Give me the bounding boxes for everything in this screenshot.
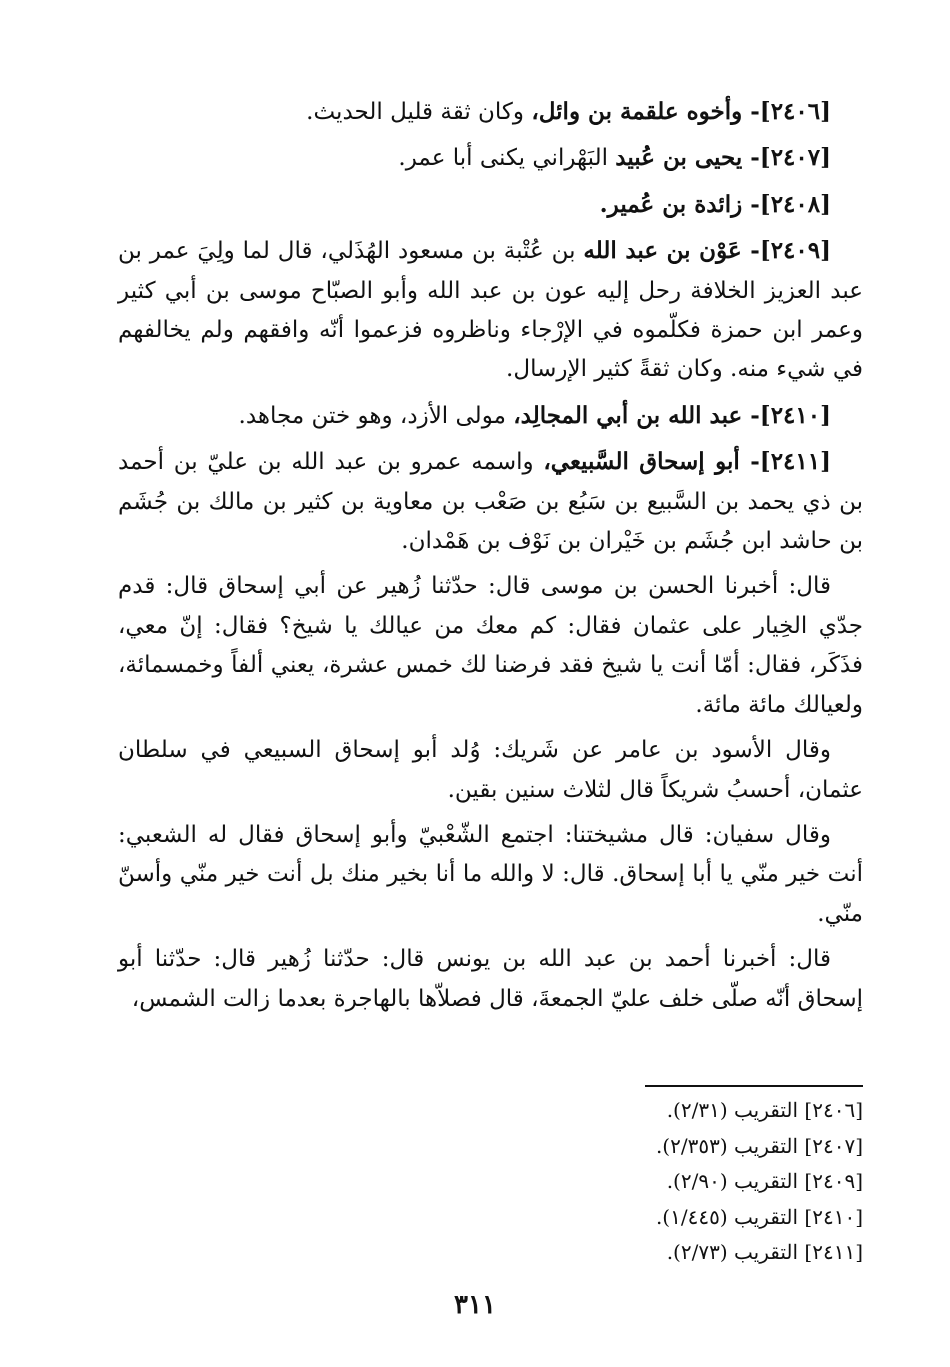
entry-name: - عَوْن بن عبد الله [583, 237, 760, 265]
entry-number: [٢٤٠٦] [759, 98, 831, 125]
page-number: ٣١١ [454, 1290, 496, 1320]
footnotes [560, 1093, 863, 1271]
entry-number: [٢٤٠٧] [759, 144, 831, 172]
entry-name: - عبد الله بن أبي المجالِد، [513, 401, 760, 429]
main-text [118, 92, 863, 1025]
entry-name: - زائدة بن عُمير. [599, 190, 760, 218]
entry-text: بن عُتْبة بن مسعود الهُذَلي، قال لما ولِيَ عمر بن عبد العزيز الخلافة رحل إليه عون بن عبد الله وأبو الصبّاح موسى بن أبي كثير وعمر ابن حمزة فكلّموه في الإرْجاء وناظروه فزعموا أنّه وافقهم ولم يخالفهم في شيء منه. وكان ثقةً كثير الإرسال. [118, 238, 863, 383]
footnote: [٢٤٠٧] التقريب (٢/٣٥٣). [655, 1133, 863, 1158]
footnote: [٢٤٠٦] التقريب (٢/٣١). [666, 1098, 863, 1122]
footnote: [٢٤١١] التقريب (٢/٧٣). [666, 1240, 863, 1264]
footnote: [٢٤٠٩] التقريب (٢/٩٠). [666, 1169, 863, 1193]
paragraph: قال: أخبرنا الحسن بن موسى قال: حدّثنا زُهير عن أبي إسحاق قال: قدم جدّي الخِيار على عثمان فقال: كم معك من عيالك يا شيخ؟ فقال: إنّ معي، فذَكَر، فقال: أمّا أنت يا شيخ فقد فرضنا لك خمس عشرة، يعني ألفاً وخمسمائة، ولعيالك مائة مائة. [118, 573, 863, 718]
entry-number: [٢٤٠٩] [759, 237, 832, 265]
footnote-separator [645, 1085, 863, 1087]
entry-number: [٢٤١١] [759, 448, 831, 476]
entry-2408 [118, 185, 863, 225]
entry-text: مولى الأزد، وهو ختن مجاهد. [238, 402, 506, 429]
entry-2411 [118, 442, 863, 561]
entry-number: [٢٤١٠] [759, 401, 831, 429]
entry-2406 [118, 92, 863, 132]
entry-2409 [118, 231, 863, 390]
paragraph: وقال الأسود بن عامر عن شَريك: وُلد أبو إسحاق السبيعي في سلطان عثمان، أحسبُ شريكاً قال لثلاث سنين بقين. [118, 737, 863, 803]
entry-name: - أبو إسحاق السَّبيعي، [543, 448, 760, 476]
entry-2407 [118, 138, 863, 178]
entry-name: - يحيى بن عُبيد [615, 144, 760, 172]
entry-text: وكان ثقة قليل الحديث. [306, 99, 524, 125]
entry-2410 [118, 396, 863, 436]
footnote: [٢٤١٠] التقريب (١/٤٤٥). [655, 1204, 863, 1229]
entry-text: واسمه عمرو بن عبد الله بن عليّ بن أحمد بن ذي يحمد بن السَّبيع بن سَبُع بن صَعْب بن معاوية بن كثير بن مالك بن جُشَم بن حاشد ابن جُشَم بن خَيْران بن نَوْف بن هَمْدان. [118, 449, 863, 555]
entry-number: [٢٤٠٨] [759, 190, 831, 218]
paragraph: وقال سفيان: قال مشيختنا: اجتمع الشّعْبيّ وأبو إسحاق فقال له الشعبي: أنت خير منّي يا أبا إسحاق. قال: لا والله ما أنا بخير منك بل أنت خير منّي وأسنّ منّي. [118, 821, 863, 927]
entry-text: البَهْراني يكنى أبا عمر. [398, 145, 608, 172]
paragraph: قال: أخبرنا أحمد بن عبد الله بن يونس قال: حدّثنا زُهير قال: حدّثنا أبو إسحاق أنّه صلّى خلف عليّ الجمعةَ، قال فصلاّها بالهاجرة بعدما زالت الشمس، [118, 946, 863, 1012]
entry-name: - وأخوه علقمة بن وائل، [531, 98, 760, 125]
